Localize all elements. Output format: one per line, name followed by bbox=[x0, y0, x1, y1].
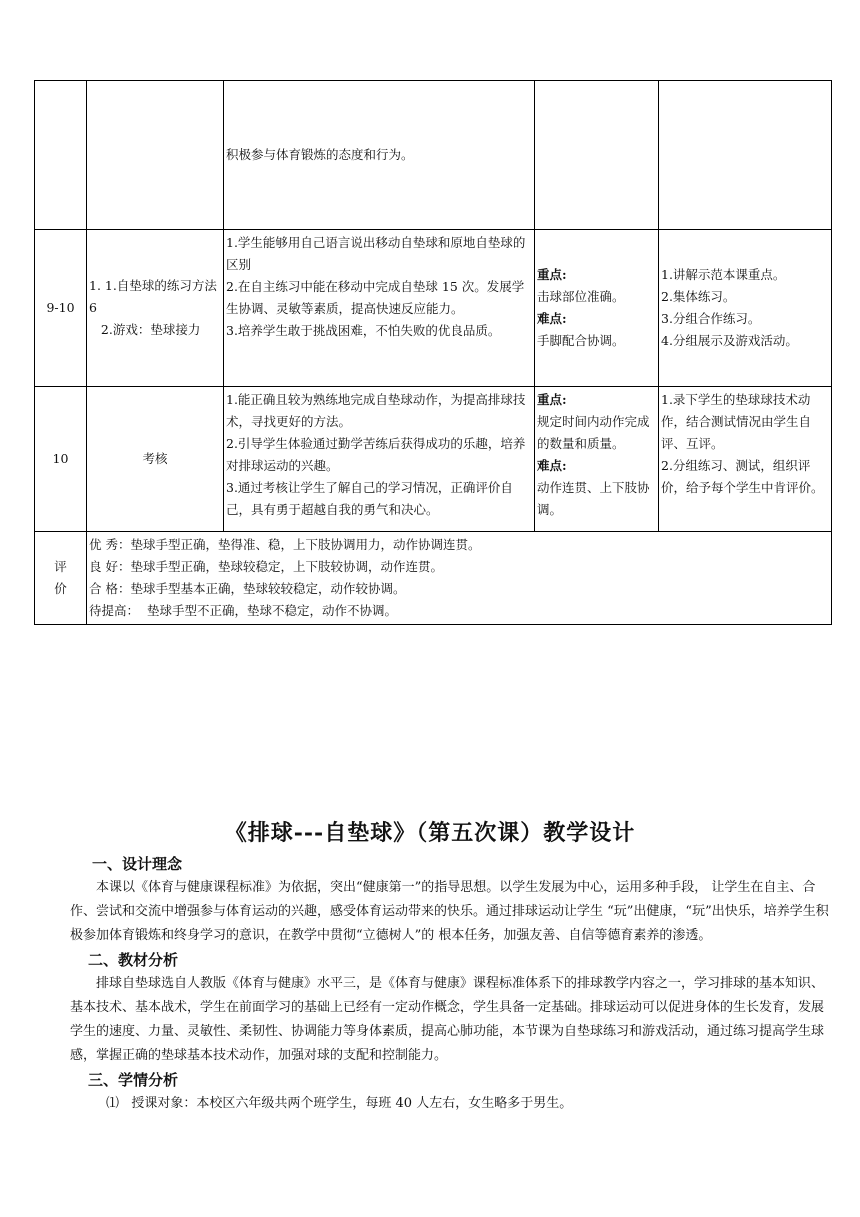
evaluation-label: 评 价 bbox=[35, 532, 87, 625]
table-row bbox=[35, 81, 832, 230]
difficulty-text: 动作连贯、上下肢协调。 bbox=[537, 480, 650, 517]
content-line: 2.游戏：垫球接力 bbox=[89, 322, 201, 337]
section-heading: 二、教材分析 bbox=[88, 951, 179, 969]
content-cell: 考核 bbox=[87, 387, 224, 532]
method-line: 2.分组练习、测试，组织评价，给予每个学生中肯评价。 bbox=[661, 458, 824, 495]
focus-cell bbox=[535, 230, 659, 387]
method-line: 3.分组合作练习。 bbox=[661, 311, 761, 326]
evaluation-line: 良 好：垫球手型正确，垫球较稳定，上下肢较协调，动作连贯。 bbox=[89, 559, 443, 574]
evaluation-line: 优 秀：垫球手型正确，垫得准、稳，上下肢协调用力，动作协调连贯。 bbox=[89, 537, 481, 552]
goal-cell: 积极参与体育锻炼的态度和行为。 bbox=[224, 81, 535, 230]
document-title: 《排球---自垫球》（第五次课）教学设计 bbox=[224, 820, 636, 846]
key-point-label: 重点: bbox=[537, 267, 567, 282]
focus-cell bbox=[535, 387, 659, 532]
goal-line: 2.在自主练习中能在移动中完成自垫球 15 次。发展学生协调、灵敏等素质，提高快速反应能力。 bbox=[226, 279, 525, 316]
table-row bbox=[35, 230, 832, 387]
key-point-text: 规定时间内动作完成的数量和质量。 bbox=[537, 414, 650, 451]
table-row bbox=[35, 532, 832, 625]
lesson-plan-table bbox=[34, 80, 832, 625]
difficulty-text: 手脚配合协调。 bbox=[537, 333, 625, 348]
section-paragraph: 本课以《体育与健康课程标准》为依据，突出“健康第一”的指导思想。以学生发展为中心，运用多种手段， 让学生在自主、合作、尝试和交流中增强参与体育运动的兴趣，感受体育运动带来的快乐。通过排球运动让学生 “玩”出健康，“玩”出快乐，培养学生积极参加体育锻炼和终身学习的意识，在教学中贯彻“立德树人”的 根本任务，加强友善、自信等德育素养的渗透。 bbox=[70, 880, 829, 943]
method-line: 1.录下学生的垫球球技术动作，结合测试情况由学生自评、互评。 bbox=[661, 392, 812, 451]
method-line: 2.集体练习。 bbox=[661, 289, 736, 304]
difficulty-label: 难点: bbox=[537, 311, 567, 326]
difficulty-label: 难点: bbox=[537, 458, 567, 473]
key-point-text: 击球部位准确。 bbox=[537, 289, 625, 304]
section-item: ⑴ 授课对象：本校区六年级共两个班学生，每班 40 人左右，女生略多于男生。 bbox=[106, 1096, 573, 1111]
method-cell bbox=[659, 387, 832, 532]
focus-cell bbox=[535, 81, 659, 230]
goal-cell bbox=[224, 387, 535, 532]
goal-line: 3.培养学生敢于挑战困难，不怕失败的优良品质。 bbox=[226, 323, 501, 338]
section-heading: 三、学情分析 bbox=[88, 1071, 179, 1089]
method-line: 1.讲解示范本课重点。 bbox=[661, 267, 786, 282]
document-body bbox=[70, 852, 836, 1116]
table-row bbox=[35, 387, 832, 532]
method-cell bbox=[659, 81, 832, 230]
goal-line: 1.学生能够用自己语言说出移动自垫球和原地自垫球的区别 bbox=[226, 235, 526, 272]
section-heading: 一、设计理念 bbox=[92, 855, 183, 873]
goal-line: 3.通过考核让学生了解自己的学习情况，正确评价自己，具有勇于超越自我的勇气和决心。 bbox=[226, 480, 513, 517]
key-point-label: 重点: bbox=[537, 392, 567, 407]
evaluation-cell bbox=[87, 532, 832, 625]
goal-cell bbox=[224, 230, 535, 387]
content-cell bbox=[87, 81, 224, 230]
goal-line: 1.能正确且较为熟练地完成自垫球动作，为提高排球技术，寻找更好的方法。 bbox=[226, 392, 526, 429]
content-cell bbox=[87, 230, 224, 387]
method-cell bbox=[659, 230, 832, 387]
goal-line: 2.引导学生体验通过勤学苦练后获得成功的乐趣，培养对排球运动的兴趣。 bbox=[226, 436, 526, 473]
evaluation-line: 合 格：垫球手型基本正确，垫球较较稳定，动作较协调。 bbox=[89, 581, 406, 596]
method-line: 4.分组展示及游戏活动。 bbox=[661, 333, 798, 348]
content-line: 1. 1.自垫球的练习方法 6 bbox=[89, 278, 217, 315]
lesson-number-cell: 9-10 bbox=[35, 230, 87, 387]
lesson-number-cell: 10 bbox=[35, 387, 87, 532]
section-paragraph: 排球自垫球选自人教版《体育与健康》水平三，是《体育与健康》课程标准体系下的排球教学内容之一，学习排球的基本知识、基本技术、基本战术，学生在前面学习的基础上已经有一定动作概念，学生具备一定基础。排球运动可以促进身体的生长发育，发展学生的速度、力量、灵敏性、柔韧性、协调能力等身体素质，提高心肺功能，本节课为自垫球练习和游戏活动，通过练习提高学生球感，掌握正确的垫球基本技术动作，加强对球的支配和控制能力。 bbox=[70, 976, 825, 1063]
lesson-number-cell bbox=[35, 81, 87, 230]
evaluation-line: 待提高： 垫球手型不正确，垫球不稳定，动作不协调。 bbox=[89, 603, 397, 618]
